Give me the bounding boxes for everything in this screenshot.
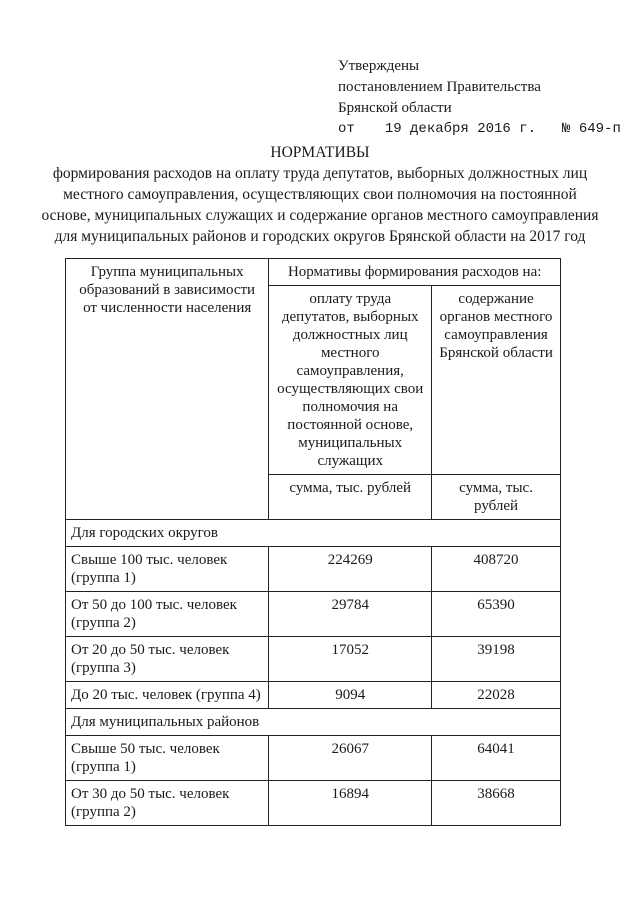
salary-value-cell: 26067 xyxy=(269,736,432,781)
table-row xyxy=(66,736,561,781)
section-row xyxy=(66,709,561,736)
maintenance-value-cell: 38668 xyxy=(432,781,561,826)
group-cell: От 30 до 50 тыс. человек (группа 2) xyxy=(66,781,269,826)
section-title: Для городских округов xyxy=(66,520,561,547)
document-title xyxy=(40,142,600,247)
norms-header-cell: Нормативы формирования расходов на: xyxy=(269,259,561,286)
approval-line: постановлением Правительства xyxy=(338,79,541,95)
maintenance-value-cell: 22028 xyxy=(432,682,561,709)
section-row xyxy=(66,520,561,547)
maintenance-unit-cell: сумма, тыс. рублей xyxy=(432,475,561,520)
group-cell: Свыше 100 тыс. человек (группа 1) xyxy=(66,547,269,592)
table-row xyxy=(66,682,561,709)
salary-value-cell: 16894 xyxy=(269,781,432,826)
approval-date-line xyxy=(338,119,621,140)
maintenance-value-cell: 65390 xyxy=(432,592,561,637)
approval-number: № 649-п xyxy=(562,121,621,137)
salary-header-cell: оплату труда депутатов, выборных должностных лиц местного самоуправления, осуществляющих свои полномочия на постоянной основе, муниципальных служащих xyxy=(269,286,432,475)
salary-value-cell: 9094 xyxy=(269,682,432,709)
group-cell: До 20 тыс. человек (группа 4) xyxy=(66,682,269,709)
approval-block xyxy=(338,56,621,140)
maintenance-value-cell: 39198 xyxy=(432,637,561,682)
maintenance-header-cell: содержание органов местного самоуправления Брянской области xyxy=(432,286,561,475)
approval-line: Утверждены xyxy=(338,58,420,74)
group-cell: Свыше 50 тыс. человек (группа 1) xyxy=(66,736,269,781)
maintenance-value-cell: 64041 xyxy=(432,736,561,781)
table-header-row xyxy=(66,259,561,286)
table-row xyxy=(66,547,561,592)
salary-value-cell: 17052 xyxy=(269,637,432,682)
group-cell: От 20 до 50 тыс. человек (группа 3) xyxy=(66,637,269,682)
table-row xyxy=(66,592,561,637)
table-row xyxy=(66,637,561,682)
approval-date: 19 декабря 2016 г. xyxy=(384,121,537,137)
approval-line: Брянской области xyxy=(338,100,452,116)
section-title: Для муниципальных районов xyxy=(66,709,561,736)
salary-value-cell: 224269 xyxy=(269,547,432,592)
title-heading: НОРМАТИВЫ xyxy=(270,144,370,161)
title-subtitle: формирования расходов на оплату труда депутатов, выборных должностных лиц местного самоуправления, осуществляющих свои полномочия на постоянной основе, муниципальных служащих и содержание органов местного самоуправления для муниципальных районов и городских округов Брянской области на 2017 год xyxy=(41,165,599,245)
group-cell: От 50 до 100 тыс. человек (группа 2) xyxy=(66,592,269,637)
date-prefix: от xyxy=(338,121,355,137)
table-row xyxy=(66,781,561,826)
norms-table xyxy=(65,258,561,826)
group-header-cell: Группа муниципальных образований в зависимости от численности населения xyxy=(66,259,269,520)
maintenance-value-cell: 408720 xyxy=(432,547,561,592)
salary-unit-cell: сумма, тыс. рублей xyxy=(269,475,432,520)
salary-value-cell: 29784 xyxy=(269,592,432,637)
